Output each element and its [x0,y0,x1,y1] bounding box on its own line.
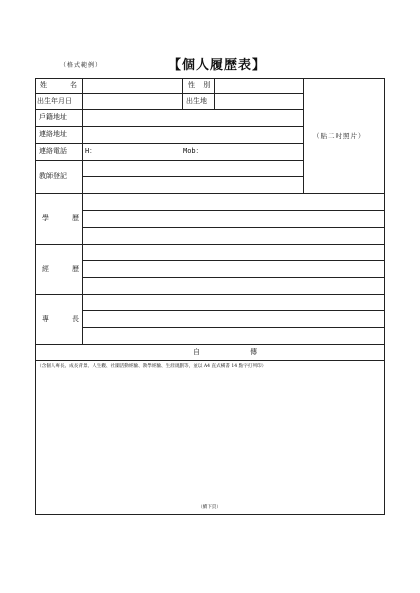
education-row[interactable] [83,228,384,244]
format-note: （格式範例） [60,62,103,69]
gender-field[interactable] [215,79,302,93]
education-row[interactable] [83,194,384,210]
frame-right-line [384,78,385,514]
teacher-registration-label: 教師登記 [39,172,67,180]
continued-note: （續下頁） [198,505,221,510]
experience-label: 經 歷 [42,265,82,273]
experience-row[interactable] [83,278,384,294]
photo-placeholder-text: （貼二吋照片） [313,132,366,140]
phone-mobile-field[interactable] [206,144,302,160]
autobiography-label: 自 傳 [193,348,269,356]
phone-home-field[interactable] [96,144,182,160]
education-label: 學 歷 [42,214,82,222]
autobiography-instruction: （含個人專長、成長背景、人生觀、社團活動經驗、教學經驗、生涯規劃等，並以 A4 直式橫書 14 點字打列印） [37,364,267,369]
contact-address-field[interactable] [83,127,302,143]
birthdate-field[interactable] [83,94,181,109]
contact-address-label: 連絡地址 [39,130,67,138]
name-field[interactable] [83,79,181,93]
gender-label: 性 別 [188,81,214,89]
autobiography-text-area[interactable] [36,372,384,500]
phone-label: 連絡電話 [39,147,67,155]
mid-column-line [182,78,183,109]
household-address-field[interactable] [83,110,302,126]
section-line [35,344,385,345]
birthdate-label: 出生年月日 [37,97,72,105]
birthplace-label: 出生地 [186,97,207,105]
frame-bottom-line [35,514,385,515]
phone-mobile-prefix: Mob： [183,147,203,155]
page-title: 【個人履歷表】 [168,58,267,73]
specialty-row[interactable] [83,311,384,327]
autobiography-header-line [35,360,385,361]
name-label: 姓 名 [40,81,80,89]
teacher-registration-field-2[interactable] [83,177,302,193]
birthplace-field[interactable] [215,94,302,109]
household-address-label: 戶籍地址 [39,113,67,121]
specialty-row[interactable] [83,295,384,310]
specialty-row[interactable] [83,328,384,344]
phone-home-prefix: H： [85,147,97,155]
specialty-label: 專 長 [42,315,82,323]
education-row[interactable] [83,211,384,227]
experience-row[interactable] [83,261,384,277]
experience-row[interactable] [83,245,384,260]
teacher-registration-field-1[interactable] [83,161,302,176]
